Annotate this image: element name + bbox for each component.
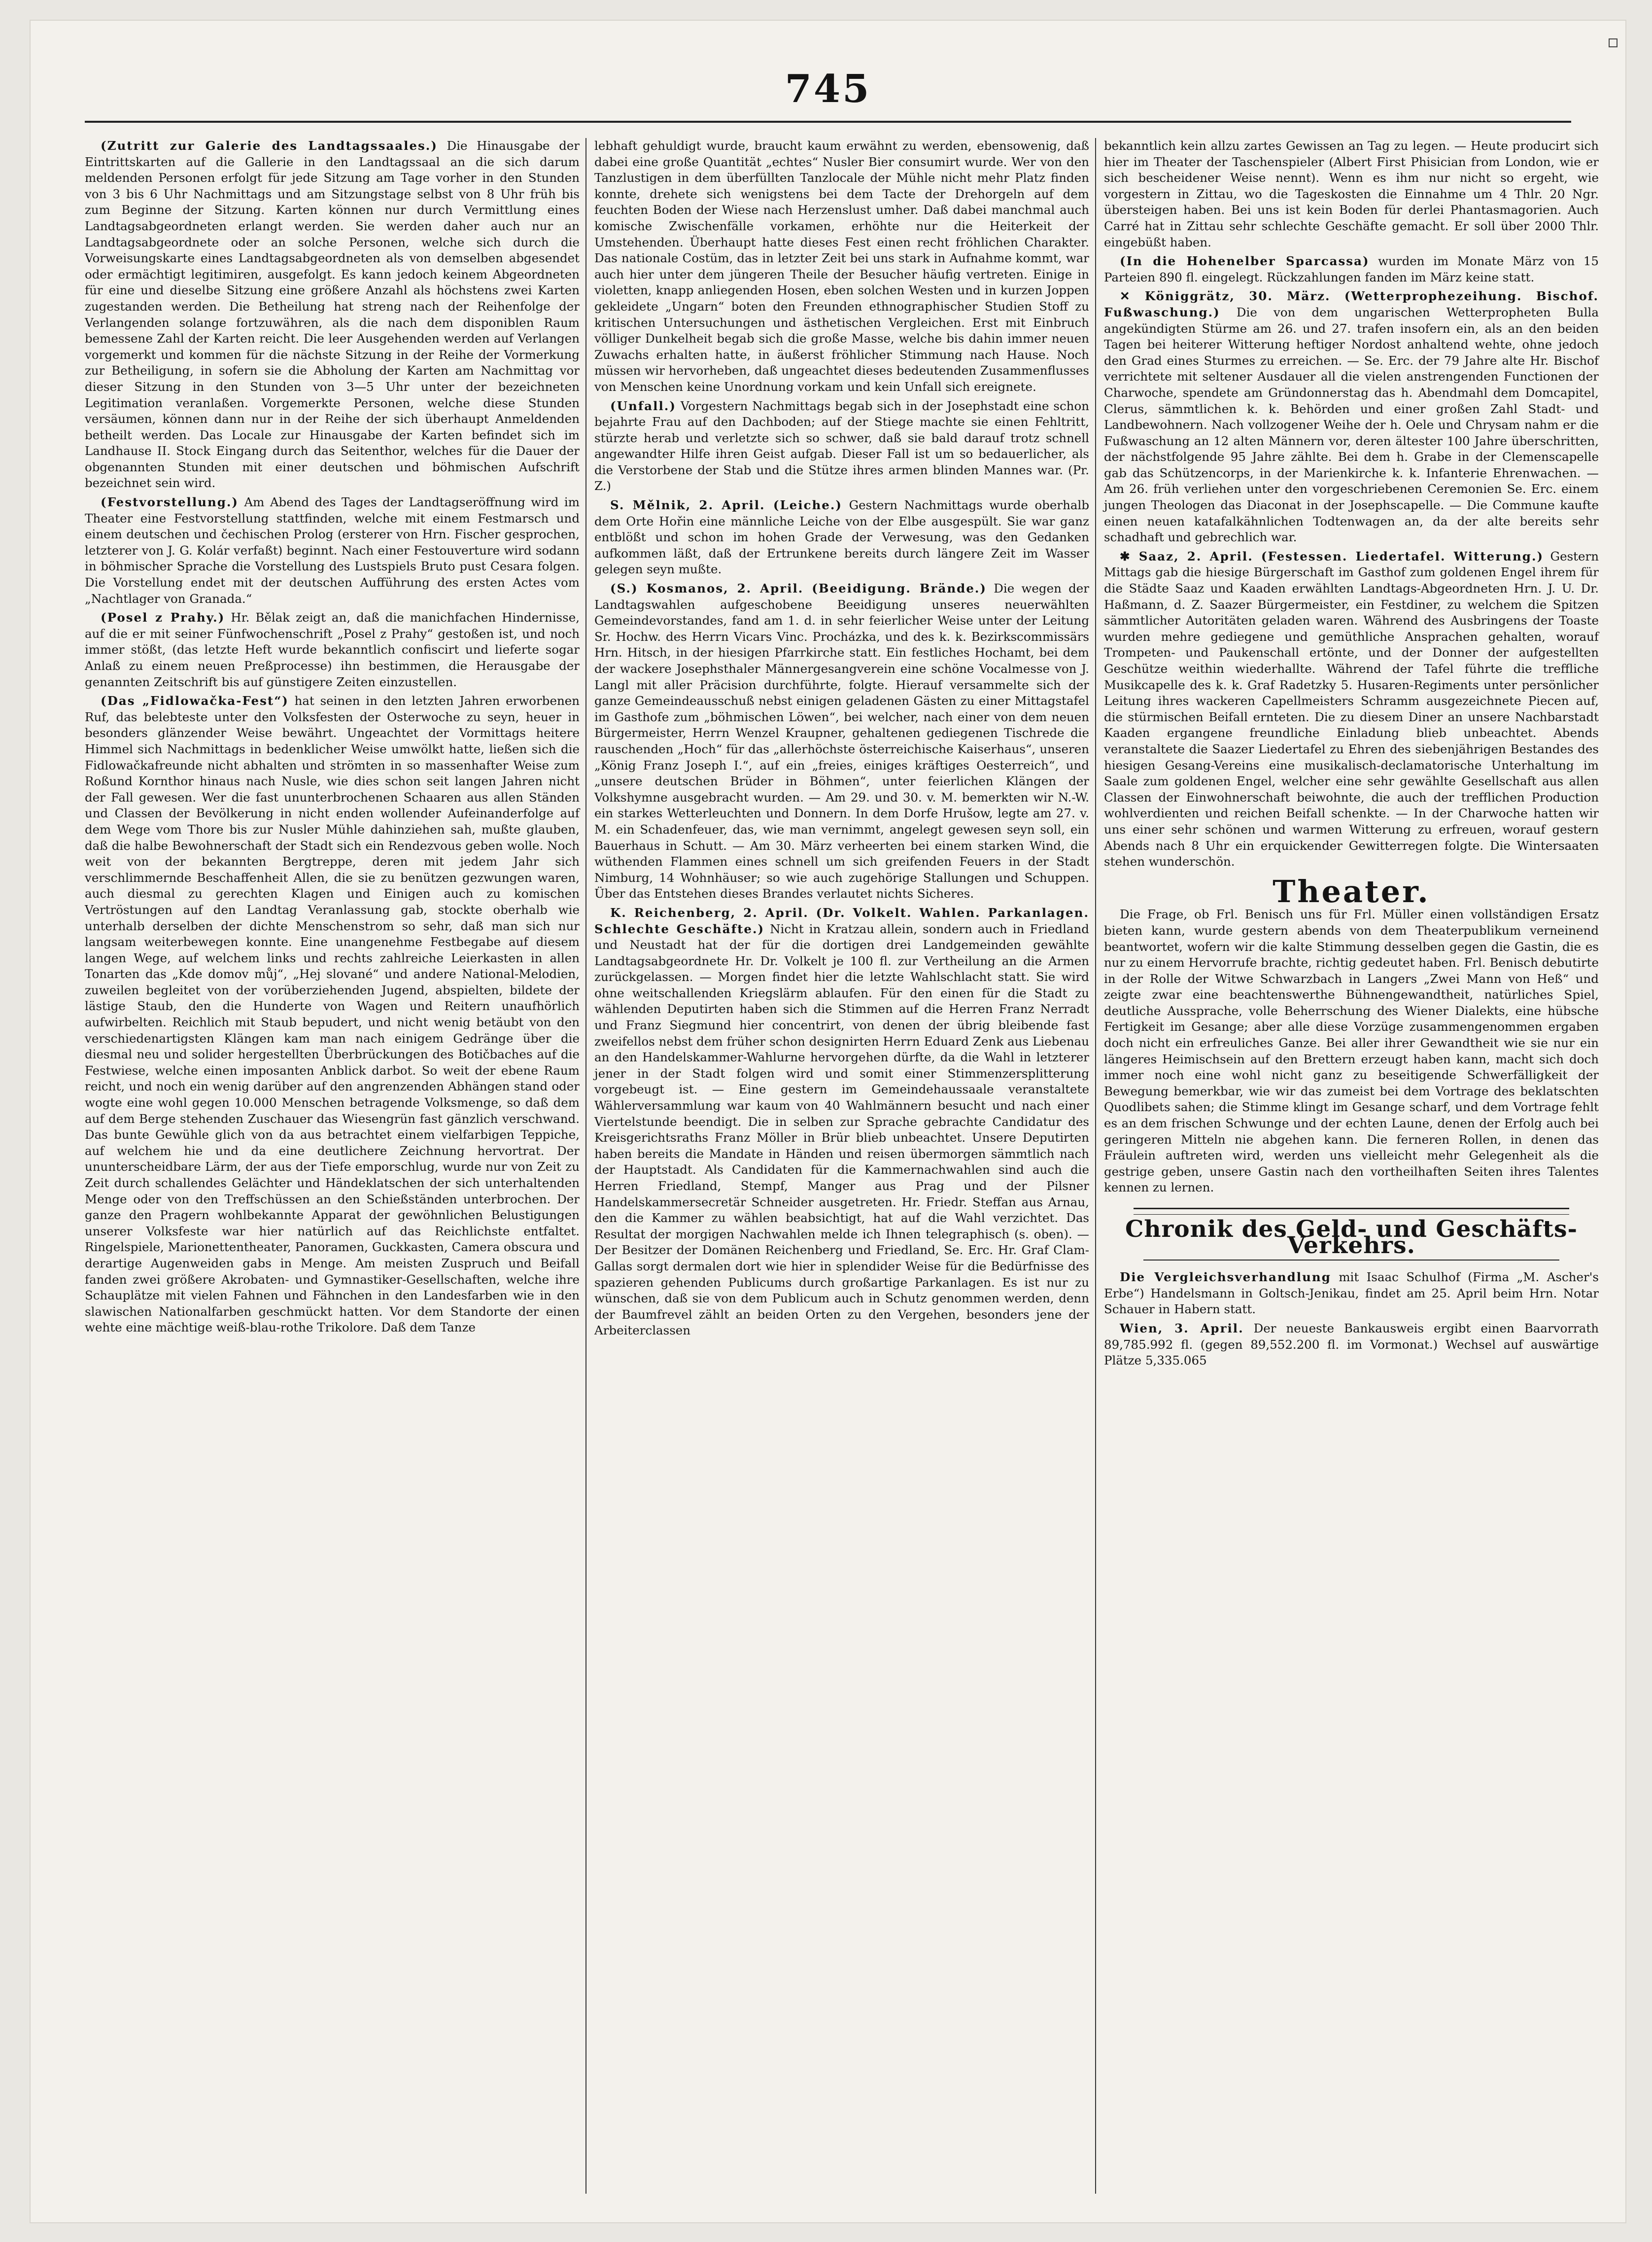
- article-text: Die wegen der Landtagswahlen aufgeschobene Beeidigung unseres neuerwählten Gemeindevorstandes, fand am 1. d. in sehr feierlicher Weise unter der Leitung Sr. Hochw. des Herrn Vicars Vinc. Procházka, und des k. k. Bezirkscommissärs Hrn. Hitsch, in der hiesigen Pfarrkirche statt. Ein festliches Hochamt, bei dem der wackere Josephsthaler Männergesangverein eine schöne Vocalmesse von J. Langl mit aller Präcision durchführte, folgte. Hierauf versammelte sich der ganze Gemeindeausschuß nebst einigen geladenen Gästen zu einer Mittagstafel im Gasthofe zum „böhmischen Löwen“, bei welcher, nach einer von dem neuen Bürgermeister, Herrn Wenzel Kraupner, gehaltenen gediegenen Tischrede die rauschenden „Hoch“ für das „allerhöchste österreichische Kaiserhaus“, unseren „König Franz Joseph I.“, auf ein „freies, einiges kräftiges Oesterreich“, und „unsere deutschen Brüder in Böhmen“, unter feierlichen Klängen der Volkshymne ausgebracht wurden. — Am 29. und 30. v. M. bemerkten wir N.-W. ein starkes Wetterleuchten und Donnern. In dem Dorfe Hrušow, legte am 27. v. M. ein Schadenfeuer, das, wie man vernimmt, angelegt gewesen seyn soll, ein Bauerhaus in Schutt. — Am 30. März verheerten bei einem starken Wind, die wüthenden Flammen eines schnell um sich greifenden Feuers in der Stadt Nimburg, 14 Wohnhäuser; so wie auch zugehörige Stallungen und Schuppen. Über das Entstehen dieses Brandes verlautet nichts Sicheres.: [594, 581, 1089, 901]
- section-rule: [1134, 1208, 1569, 1215]
- article-text: bekanntlich kein allzu zartes Gewissen an Tag zu legen. — Heute producirt sich hier im Theater der Taschenspieler (Albert First Phisician from London, wie er sich bescheidener Weise nennt). Wenn es ihm nur nicht so ergeht, wie vorgestern in Zittau, wo die Tageskosten die Einnahme um 4 Thlr. 20 Ngr. übersteigen haben. Bei uns ist kein Boden für derlei Phantasmagorien. Auch Carré hat in Zittau sehr schlechte Geschäfte gemacht. Er soll über 2000 Thlr. eingebüßt haben.: [1104, 139, 1599, 249]
- article-vergleich: [1104, 1269, 1599, 1318]
- page-corner-mark: [1609, 38, 1618, 47]
- article-melnik: [594, 497, 1089, 578]
- section-title-theater: Theater.: [1273, 873, 1430, 910]
- article-festvorstellung: [85, 494, 580, 607]
- article-lead: (In die Hohenelber Sparcassa): [1120, 254, 1370, 269]
- newspaper-page: [30, 20, 1626, 2223]
- article-fidlowacka-cont: [594, 138, 1089, 395]
- article-lead: (Unfall.): [610, 398, 676, 413]
- article-text: Vorgestern Nachmittags begab sich in der Josephstadt eine schon bejahrte Frau auf den Dachboden; auf der Stiege machte sie einen Fehltritt, stürzte herab und verletzte sich so schwer, daß sie bald darauf trotz schnell angewandter Hilfe ihren Geist aufgab. Dieser Fall ist um so bedauerlicher, als die Verstorbene der Stab und die Stütze ihres armen blinden Mannes war. (Pr. Z.): [594, 398, 1089, 493]
- article-saaz: [1104, 549, 1599, 870]
- article-text: lebhaft gehuldigt wurde, braucht kaum erwähnt zu werden, ebensowenig, daß dabei eine große Quantität „echtes“ Nusler Bier consumirt wurde. Wer von den Tanzlustigen in dem überfüllten Tanzlocale der Mühle nicht mehr Platz finden konnte, drehete sich wenigstens bei dem Tacte der Drehorgeln auf dem feuchten Boden der Wiese nach Herzenslust umher. Daß dabei manchmal auch komische Zwischenfälle vorkamen, erhöhte nur die Heiterkeit der Umstehenden. Überhaupt hatte dieses Fest einen recht fröhlichen Charakter. Das nationale Costüm, das in letzter Zeit bei uns stark in Aufnahme kommt, war auch hier unter dem jüngeren Theile der Besucher häufig vertreten. Einige in violetten, knapp anliegenden Hosen, eben solchen Westen und in kurzen Joppen gekleidete „Ungarn“ boten den Freunden ethnographischer Studien Stoff zu kritischen Untersuchungen und ästhetischen Vergleichen. Erst mit Einbruch völliger Dunkelheit begab sich die große Masse, welche bis dahin immer neuen Zuwachs erhalten hatte, in äußerst fröhlicher Stimmung nach Hause. Noch müssen wir hervorheben, daß ungeachtet dieses bedeutenden Zusammenflusses von Menschen keine Unordnung vorkam und kein Unfall sich ereignete.: [594, 139, 1089, 394]
- article-lead: (Das „Fidlowačka-Fest“): [101, 694, 289, 708]
- page-number: 745: [785, 67, 871, 111]
- article-reichenberg-cont: [1104, 138, 1599, 250]
- article-text: Nicht in Kratzau allein, sondern auch in Friedland und Neustadt hat der für die dortigen drei Landgemeinden gewählte Landtagsabgeordnete Hr. Dr. Volkelt je 100 fl. zur Vertheilung an die Armen zurückgelassen. — Morgen findet hier die letzte Wahlschlacht statt. Sie wird ohne weitschallenden Kriegslärm ablaufen. Für den einen für die Stadt zu wählenden Deputirten haben sich die Stimmen auf die Herren Franz Nerradt und Franz Siegmund hier concentrirt, von denen der übrig bleibende fast zweifellos nebst dem früher schon designirten Herrn Eduard Zenk aus Liebenau an den Handelskammer-Wahlurne hervorgehen dürfte, da die Wahl in letzterer jener in der Stadt folgen wird und somit einer Stimmenzersplitterung vorgebeugt ist. — Eine gestern im Gemeindehaussaale veranstaltete Wählerversammlung war kaum von 40 Wahlmännern besucht und nach einer Viertelstunde beendigt. Die in selben zur Sprache gebrachte Candidatur des Kreisgerichtsraths Franz Möller in Brür blieb unbeachtet. Unsere Deputirten haben bereits die Mandate in Händen und reisen übermorgen sämmtlich nach der Hauptstadt. Als Candidaten für die Kammernachwahlen sind auch die Herren Friedland, Stempf, Manger aus Prag und der Pilsner Handelskammersecretär Schneider ausgetreten. Hr. Friedr. Steffan aus Arnau, den die Kammer zu wählen beabsichtigt, hat auf die Wahl verzichtet. Das Resultat der morgigen Nachwahlen melde ich Ihnen telegraphisch (s. oben). — Der Besitzer der Domänen Reichenberg und Friedland, Se. Erc. Hr. Graf Clam-Gallas sorgt dermalen dort wie hier in splendider Weise für die Bedürfnisse des spazieren gehenden Publicums durch großartige Parkanlagen. Es ist nur zu wünschen, daß sie von dem Publicum auch in Schutz genommen werden, denn der Baumfrevel zählt an beiden Orten zu den Vergehen, besonders jene der Arbeiterclassen: [594, 921, 1089, 1338]
- article-lead: S. Mělnik, 2. April. (Leiche.): [610, 498, 843, 513]
- article-text: mit Isaac Schulhof (Firma „M. Ascher's Erbe“) Handelsmann in Goltsch-Jenikau, findet am 25. April beim Hrn. Notar Schauer in Habern statt.: [1104, 1270, 1599, 1317]
- article-text: Die Frage, ob Frl. Benisch uns für Frl. Müller einen vollständigen Ersatz bieten kann, wurde gestern abends von dem Theaterpublikum verneinend beantwortet, wofern wir die kalte Stimmung desselben gegen die Gastin, die es nur zu einem Hervorrufe brachte, richtig gedeutet haben. Frl. Benisch debutirte in der Rolle der Witwe Schwarzbach in Langers „Zwei Mann von Heß“ und zeigte zwar eine beachtenswerthe Bühnengewandtheit, natürliches Spiel, deutliche Aussprache, volle Beherrschung des Wiener Dialekts, eine hübsche Fertigkeit im Gesange; aber alle diese Vorzüge zusammengenommen ergaben doch nicht ein erfreuliches Ganze. Bei aller ihrer Gewandtheit wie sie nur ein längeres Heimischsein auf den Brettern erzeugt haben kann, macht sich doch immer noch eine wohl nicht ganz zu beseitigende Schwerfälligkeit der Bewegung bemerkbar, wie wir das zumeist bei dem Vortrage des beklatschten Quodlibets sahen; die Stimme klingt im Gesange scharf, und dem Vortrage fehlt es an dem frischen Schwunge und der echten Laune, denen der Erfolg auch bei geringeren Mitteln nie abgehen kann. Die ferneren Rollen, in denen das Fräulein auftreten wird, werden uns vielleicht mehr Gelegenheit als die gestrige geben, unsere Gastin nach den vortheilhaften Seiten ihres Talentes kennen zu lernen.: [1104, 907, 1599, 1195]
- article-lead: Wien, 3. April.: [1120, 1321, 1244, 1335]
- article-text: hat seinen in den letzten Jahren erworbenen Ruf, das belebteste unter den Volksfesten der Osterwoche zu seyn, heuer in besonders glänzender Weise bewährt. Ungeachtet der Vormittags heitere Himmel sich Nachmittags in bedenklicher Weise umwölkt hatte, ließen sich die Fidlowačkafreunde nicht abhalten und strömten in so massenhafter Weise zum Roßund Kornthor hinaus nach Nusle, wie dies schon seit langen Jahren nicht der Fall gewesen. Wer die fast ununterbrochenen Schaaren aus allen Ständen und Classen der Bevölkerung in nicht enden wollender Aufeinanderfolge auf dem Wege vom Thore bis zur Nusler Mühle dahinziehen sah, mußte glauben, daß die halbe Bewohnerschaft der Stadt sich ein Rendezvous geben wolle. Noch weit von der bekannten Bergtreppe, deren mit jedem Jahr sich verschlimmernde Beschaffenheit Allen, die sie zu benützen gezwungen waren, auch diesmal zu gerechten Klagen und Einigen auch zu komischen Vertröstungen auf den Landtag Veranlassung gab, stockte oberhalb wie unterhalb derselben der dichte Menschenstrom so sehr, daß man sich nur langsam weiterbewegen konnte. Eine unangenehme Festbegabe auf diesem langen Wege, auf welchem links und rechts zahlreiche Leierkasten in allen Tonarten das „Kde domov můj“, „Hej slované“ und andere National-Melodien, zuweilen begleitet von der vorüberziehenden Jugend, abspielten, bildete der lästige Staub, den die Hunderte von Wagen und Reitern unaufhörlich aufwirbelten. Reichlich mit Staub bepudert, und nicht wenig betäubt von den verschiedenartigsten Klängen kam man nach einigem Gedränge über die diesmal neu und solider hergestellten Überbrückungen des Botičbaches auf die Festwiese, welche einen imposanten Anblick darbot. So weit der ebene Raum reicht, und noch ein wenig darüber auf den angrenzenden Abhängen stand oder wogte eine wohl gegen 10.000 Menschen betragende Volksmenge, so daß dem auf dem Berge stehenden Zuschauer das Wiesengrün fast gänzlich verschwand. Das bunte Gewühle glich von da aus betrachtet einem vielfarbigen Teppiche, auf welchem hie und da eine deutlichere Zeichnung hervortrat. Der ununterscheidbare Lärm, der aus der Tiefe emporschlug, wurde nur von Zeit zu Zeit durch schallendes Gelächter und Händeklatschen der sich unterhaltenden Menge oder von den Treffschüssen an den Schießständen unterbrochen. Der ganze den Pragern wohlbekannte Apparat der gewöhnlichen Belustigungen unserer Volksfeste war hier natürlich auf das Reichlichste entfaltet. Ringelspiele, Marionettentheater, Panoramen, Guckkasten, Camera obscura und derartige Augenweiden gabs in Menge. Am meisten Zuspruch und Beifall fanden zwei größere Akrobaten- und Gymnastiker-Gesellschaften, welche ihre Schauplätze mit vielen Fahnen und Fähnchen in den Landesfarben wie in den slawischen Nationalfarben geschmückt hatten. Vor dem Standorte der einen wehte eine mächtige weiß-blau-rothe Trikolore. Daß dem Tanze: [85, 694, 580, 1335]
- article-text: wurden im Monate März von 15 Parteien 890 fl. eingelegt. Rückzahlungen fanden im März keine statt.: [1104, 254, 1599, 284]
- article-reichenberg: [594, 905, 1089, 1339]
- article-text: Hr. Bělak zeigt an, daß die manichfachen Hindernisse, auf die er mit seiner Fünfwochenschrift „Posel z Prahy“ gestoßen ist, und noch immer stößt, (das letzte Heft wurde bekanntlich confiscirt und lieferte sogar Anlaß zu einem neuen Preßprocesse) ihn bestimmen, die Herausgabe der genannten Zeitschrift bis auf günstigere Zeiten einzustellen.: [85, 610, 580, 689]
- article-text: Die von dem ungarischen Wetterpropheten Bulla angekündigten Stürme am 26. und 27. trafen insofern ein, als an den beiden Tagen bei heiterer Witterung heftiger Nordost anhaltend wehte, ohne jedoch den Grad eines Sturmes zu erreichen. — Se. Erc. der 79 Jahre alte Hr. Bischof verrichtete mit seltener Ausdauer all die vielen anstrengenden Functionen der Charwoche, spendete am Gründonnerstag das h. Abendmahl dem Domcapitel, Clerus, sämmtlichen k. k. Behörden und einer großen Zahl Stadt- und Landbewohnern. Nach vollzogener Weihe der h. Oele und Chrysam nahm er die Fußwaschung an 12 alten Männern vor, deren ältester 100 Jahre überschritten, der nächstfolgende 95 Jahre zählte. Bei dem h. Grabe in der Clemenscapelle gab das Schützencorps, in der Marienkirche k. k. Infanterie Ehrenwachen. — Am 26. früh verliehen unter den vorgeschriebenen Ceremonien Se. Erc. einem jungen Theologen das Diaconat in der Josephscapelle. — Die Commune kaufte einen neuen katafalkähnlichen Todtenwagen an, da der alte bereits sehr schadhaft und gebrechlich war.: [1104, 305, 1599, 545]
- article-koeniggraetz: [1104, 288, 1599, 546]
- column-divider: [585, 138, 586, 2194]
- article-galerie: [85, 138, 580, 491]
- article-lead: (Posel z Prahy.): [101, 610, 225, 625]
- article-unfall: [594, 398, 1089, 495]
- article-sparcassa: [1104, 253, 1599, 285]
- section-title-chronik: Chronik des Geld- und Geschäfts-Verkehrs.: [1125, 1216, 1578, 1259]
- article-kosmanos: [594, 581, 1089, 902]
- article-text: Gestern Mittags gab die hiesige Bürgerschaft im Gasthof zum goldenen Engel ihrem für die Städte Saaz und Kaaden erwählten Landtags-Abgeordneten Hrn. J. U. Dr. Haßmann, d. Z. Saazer Bürgermeister, ein Festdiner, zu welchem die Spitzen sämmtlicher Autoritäten geladen waren. Während des Ausbringens der Toaste wurden mehre gediegene und gemüthliche Ansprachen gehalten, worauf Trompeten- und Paukenschall ertönte, und der Donner der aufgestellten Geschütze weithin wiederhallte. Während der Tafel führte die treffliche Musikcapelle des k. k. Graf Radetzky 5. Husaren-Regiments unter persönlicher Leitung ihres wackeren Capellmeisters Schramm ausgezeichnete Piecen auf, die stürmischen Beifall ernteten. Die zu diesem Diner an unsere Nachbarstadt Kaaden ergangene freundliche Einladung blieb unbeachtet. Abends veranstaltete die Saazer Liedertafel zu Ehren des siebenjährigen Bestandes des hiesigen Gesang-Vereins eine musikalisch-declamatorische Unterhaltung im Saale zum goldenen Engel, welcher eine sehr gewählte Gesellschaft aus allen Classen der Einwohnerschaft beiwohnte, die auch der trefflichen Production wohlverdienten und reichen Beifall schenkte. — In der Charwoche hatten wir uns einer sehr schönen und warmen Witterung zu erfreuen, worauf gestern Abends nach 8 Uhr ein erquickender Gewitterregen folgte. Die Wintersaaten stehen wunderschön.: [1104, 549, 1599, 869]
- column-2: [594, 138, 1089, 1342]
- article-lead: K. Reichenberg, 2. April. (Dr. Volkelt. Wahlen. Parkanlagen. Schlechte Geschäfte.): [594, 905, 1089, 936]
- article-text: Die Hinausgabe der Eintrittskarten auf die Gallerie in den Landtagssaal an die sich darum meldenden Personen erfolgt für jede Sitzung am Tage vorher in den Stunden von 3 bis 6 Uhr Nachmittags und am Sitzungstage selbst von 8 Uhr früh bis zum Beginne der Sitzung. Karten können nur durch Vermittlung eines Landtagsabgeordneten erlangt werden. Sie werden daher auch nur an Landtagsabgeordnete oder an solche Personen, welche sich durch die Vorweisungskarte eines Landtagsabgeordneten als von demselben abgesendet oder ermächtigt legitimiren, ausgefolgt. Es kann jedoch keinem Abgeordneten für eine und dieselbe Sitzung eine größere Anzahl als höchstens zwei Karten zugestanden werden. Die Betheilung hat streng nach der Reihenfolge der Verlangenden solange fortzuwähren, als die nach dem disponiblen Raum bemessene Zahl der Karten reicht. Die leer Ausgehenden werden auf Verlangen vorgemerkt und kommen für die nächste Sitzung in der Reihe der Vormerkung zur Betheiligung, in sofern sie die Abholung der Karten am Nachmittag vor dieser Sitzung in den Stunden von 3—5 Uhr unter der bezeichneten Legitimation veranlaßen. Vorgemerkte Personen, welche diese Stunden versäumen, können dann nur in der Reihe der sich überhaupt Anmeldenden betheilt werden. Das Locale zur Hinausgabe der Karten befindet sich im Landhause II. Stock Eingang durch das Seitenthor, welches für die Dauer der obgenannten Stunden mit einer deutschen und böhmischen Aufschrift bezeichnet sein wird.: [85, 139, 580, 490]
- article-posel: [85, 610, 580, 690]
- column-divider: [1095, 138, 1096, 2194]
- column-1: [85, 138, 580, 1339]
- header-rule: [85, 121, 1571, 123]
- article-lead: ✕ Königgrätz, 30. März. (Wetterprophezeihung. Bischof. Fußwaschung.): [1104, 289, 1599, 319]
- article-text: Gestern Nachmittags wurde oberhalb dem Orte Hořin eine männliche Leiche von der Elbe ausgespült. Sie war ganz entblößt und schon im hohen Grade der Verwesung, was den Gedanken aufkommen läßt, daß der Ertrunkene bereits durch längere Zeit im Wasser gelegen seyn mußte.: [594, 498, 1090, 577]
- article-text: Am Abend des Tages der Landtagseröffnung wird im Theater eine Festvorstellung stattfinden, welche mit einem Festmarsch und einem deutschen und čechischen Prolog (ersterer von Hrn. Fischer gesprochen, letzterer von J. G. Kolár verfaßt) beginnt. Nach einer Festouverture wird sodann in böhmischer Sprache die Vorstellung des Lustspiels Bruto pust Cesara folgen. Die Vorstellung endet mit der deutschen Aufführung des ersten Actes vom „Nachtlager von Granada.“: [85, 495, 580, 606]
- article-text: Der neueste Bankausweis ergibt einen Baarvorrath 89,785.992 fl. (gegen 89,552.200 fl. im Vormonat.) Wechsel auf auswärtige Plätze 5,335.065: [1104, 1321, 1599, 1368]
- article-lead: (S.) Kosmanos, 2. April. (Beeidigung. Brände.): [610, 581, 987, 596]
- article-theater: [1104, 907, 1599, 1196]
- column-3: [1104, 138, 1599, 1372]
- section-rule: [1143, 1260, 1559, 1261]
- article-bankausweis: [1104, 1321, 1599, 1369]
- article-lead: Die Vergleichsverhandlung: [1120, 1270, 1331, 1285]
- article-lead: ✱ Saaz, 2. April. (Festessen. Liedertafel. Witterung.): [1120, 549, 1544, 563]
- article-fidlowacka: [85, 693, 580, 1336]
- article-lead: (Zutritt zur Galerie des Landtagssaales.): [101, 139, 438, 153]
- article-lead: (Festvorstellung.): [101, 495, 239, 510]
